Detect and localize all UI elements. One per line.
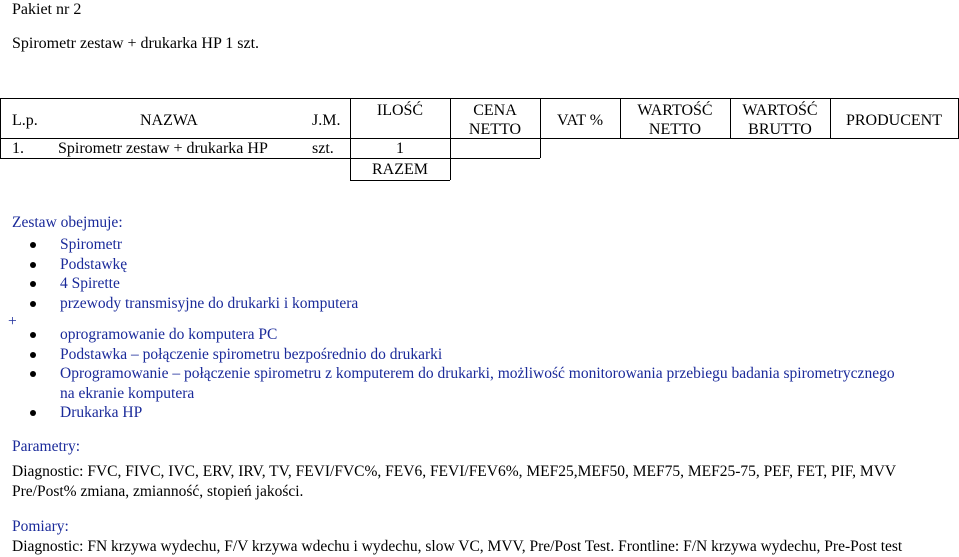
kit-title: Zestaw obejmuje: [12,214,123,231]
kit-items-list [30,235,910,423]
col-header-price-net-2: NETTO [468,121,522,138]
measurements-title: Pomiary: [12,518,69,535]
col-header-qty: ILOŚĆ [376,102,424,119]
list-item: Oprogramowanie – połączenie spirometru z komputerem do drukarki, możliwość monitorowania przebiegu badania spirometrycznego na ekranie komputera [30,364,910,403]
col-header-producer: PRODUCENT [845,112,942,129]
col-divider-0 [0,98,1,158]
col-header-price-net-1: CENA [473,102,517,119]
col-header-name: NAZWA [140,112,198,129]
cell-unit: szt. [312,140,334,157]
col-header-unit: J.M. [312,112,341,129]
col-header-value-net-1: WARTOŚĆ [637,102,713,119]
col-header-value-gross-2: BRUTTO [748,121,812,138]
parameters-title: Parametry: [12,438,81,455]
product-line: Spirometr zestaw + drukarka HP 1 szt. [12,35,260,52]
col-header-value-gross-1: WARTOŚĆ [742,102,818,119]
col-header-lp: L.p. [12,112,38,129]
list-item: Podstawka – połączenie spirometru bezpośrednio do drukarki [30,345,910,365]
cell-lp: 1. [12,140,24,157]
measurements-line-1: Diagnostic: FN krzywa wydechu, F/V krzywa wdechu i wydechu, slow VC, MVV, Pre/Post Test. Frontline: F/N krzywa wydechu, Pre-Post test [12,538,903,555]
cell-name: Spirometr zestaw + drukarka HP [58,140,268,157]
cell-qty: 1 [396,140,404,157]
package-title: Pakiet nr 2 [12,1,82,18]
total-label: RAZEM [372,161,428,178]
list-item: Podstawkę [30,255,910,275]
list-item: oprogramowanie do komputera PC [30,325,910,345]
list-item: przewody transmisyjne do drukarki i komputera [30,294,910,314]
list-item: Drukarka HP [30,403,910,423]
table-row-divider [0,158,540,159]
table-border-top [0,98,959,99]
kit-plus: + [8,313,17,330]
parameters-line-2: Pre/Post% zmiana, zmianność, stopień jakości. [12,483,304,500]
table-border-bottom [350,180,450,181]
col-header-vat: VAT % [556,112,604,129]
list-item: 4 Spirette [30,274,910,294]
list-item: Spirometr [30,235,910,255]
col-header-value-net-2: NETTO [648,121,702,138]
parameters-line-1: Diagnostic: FVC, FIVC, IVC, ERV, IRV, TV, FEVI/FVC%, FEV6, FEVI/FEV6%, MEF25,MEF50, MEF75, MEF25-75, PEF, FET, PIF, MVV [12,463,897,480]
